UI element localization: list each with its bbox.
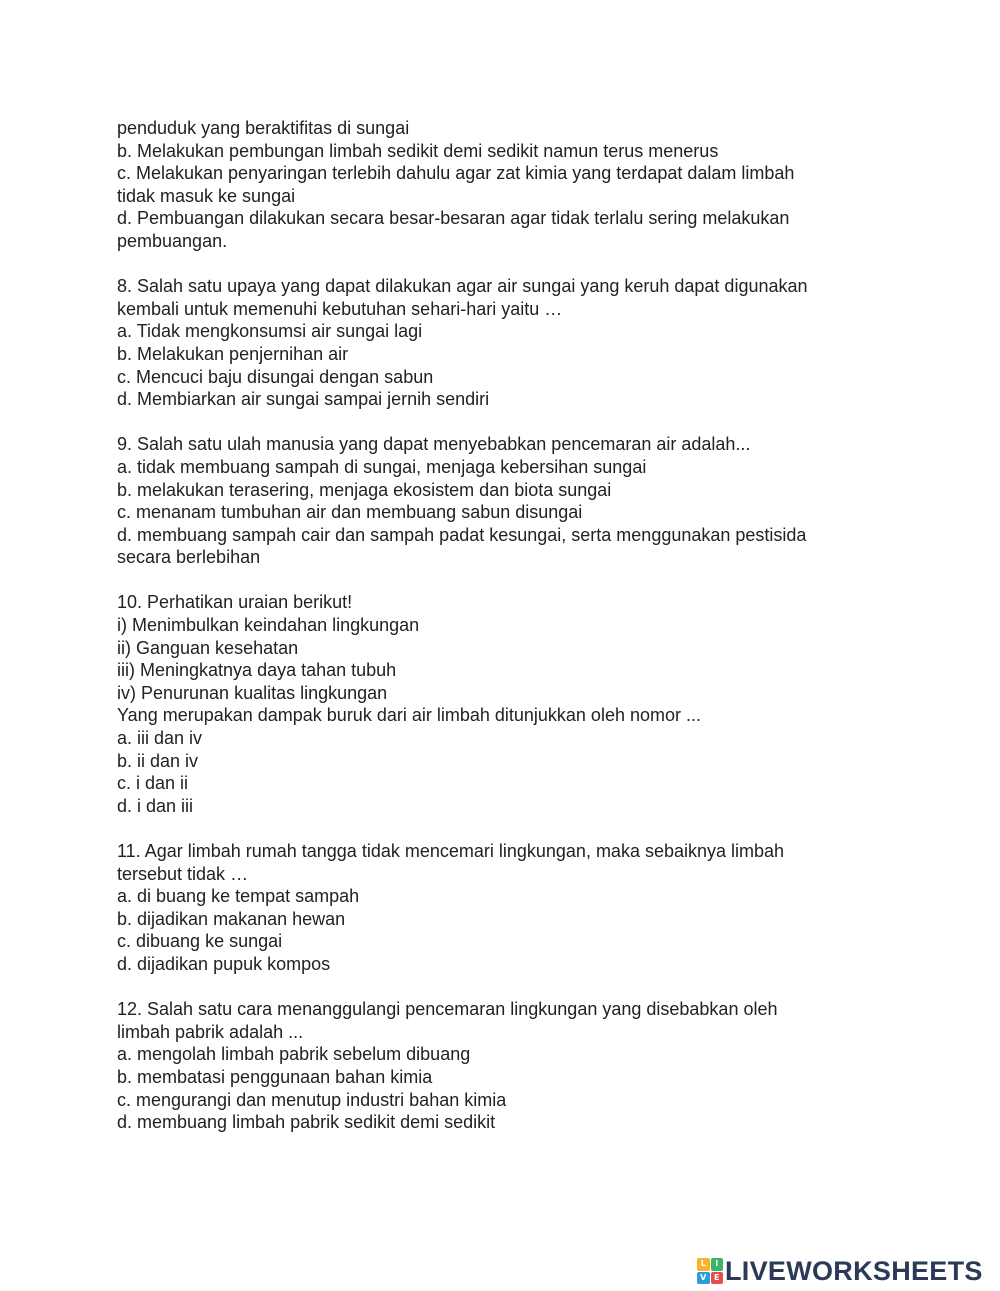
logo-letter-v: V [697, 1272, 710, 1285]
option-b: b. membatasi penggunaan bahan kimia [117, 1066, 433, 1087]
option-a: a. Tidak mengkonsumsi air sungai lagi [117, 321, 423, 342]
question-10 [117, 591, 917, 817]
logo-letter-l: L [697, 1258, 710, 1271]
question-9 [117, 433, 917, 569]
option-c: c. menanam tumbuhan air dan membuang sabun disungai [117, 502, 583, 523]
option-a: a. tidak membuang sampah di sungai, menjaga kebersihan sungai [117, 456, 647, 477]
option-d: d. Membiarkan air sungai sampai jernih sendiri [117, 389, 490, 410]
option-d: d. membuang sampah cair dan sampah padat kesungai, serta menggunakan pestisida [117, 524, 807, 545]
statement-iv: iv) Penurunan kualitas lingkungan [117, 682, 388, 703]
question-text-continued: tersebut tidak … [117, 863, 249, 884]
logo-letter-e: E [711, 1272, 724, 1285]
question-text: 10. Perhatikan uraian berikut! [117, 592, 353, 613]
question-11 [117, 840, 917, 976]
option-d: d. Pembuangan dilakukan secara besar-besaran agar tidak terlalu sering melakukan [117, 208, 790, 229]
question-text: 9. Salah satu ulah manusia yang dapat menyebabkan pencemaran air adalah... [117, 434, 751, 455]
statement-i: i) Menimbulkan keindahan lingkungan [117, 615, 420, 636]
option-b: b. melakukan terasering, menjaga ekosistem dan biota sungai [117, 479, 612, 500]
option-c: c. dibuang ke sungai [117, 931, 283, 952]
worksheet-page [117, 117, 917, 1134]
question-text: 11. Agar limbah rumah tangga tidak mencemari lingkungan, maka sebaiknya limbah [117, 841, 785, 861]
option-b: b. ii dan iv [117, 750, 199, 771]
question-prompt: Yang merupakan dampak buruk dari air limbah ditunjukkan oleh nomor ... [117, 705, 701, 726]
option-a: a. mengolah limbah pabrik sebelum dibuang [117, 1044, 471, 1065]
statement-ii: ii) Ganguan kesehatan [117, 637, 299, 658]
option-d: d. i dan iii [117, 795, 194, 816]
logo-text: LIVEWORKSHEETS [725, 1256, 983, 1286]
statement-iii: iii) Meningkatnya daya tahan tubuh [117, 660, 397, 681]
option-b: b. Melakukan penjernihan air [117, 343, 349, 364]
question-text: 8. Salah satu upaya yang dapat dilakukan agar air sungai yang keruh dapat digunakan [117, 276, 808, 297]
option-c: c. Melakukan penyaringan terlebih dahulu agar zat kimia yang terdapat dalam limbah [117, 163, 795, 184]
intro-block [117, 117, 917, 253]
intro-line: penduduk yang beraktifitas di sungai [117, 118, 410, 138]
question-12 [117, 998, 917, 1134]
option-c-continued: tidak masuk ke sungai [117, 185, 296, 206]
question-text-continued: limbah pabrik adalah ... [117, 1021, 304, 1042]
option-d: d. dijadikan pupuk kompos [117, 953, 331, 974]
option-a: a. di buang ke tempat sampah [117, 886, 360, 907]
option-d: d. membuang limbah pabrik sedikit demi sedikit [117, 1112, 496, 1133]
option-d-continued: pembuangan. [117, 230, 228, 251]
option-a: a. iii dan iv [117, 728, 203, 749]
logo-letter-i: I [711, 1258, 724, 1271]
liveworksheets-logo [697, 1258, 983, 1284]
option-c: c. Mencuci baju disungai dengan sabun [117, 366, 434, 387]
question-8 [117, 275, 917, 411]
question-text-continued: kembali untuk memenuhi kebutuhan sehari-hari yaitu … [117, 298, 563, 319]
question-text: 12. Salah satu cara menanggulangi pencemaran lingkungan yang disebabkan oleh [117, 999, 778, 1020]
option-c: c. i dan ii [117, 773, 189, 794]
option-d-continued: secara berlebihan [117, 547, 261, 568]
option-b: b. dijadikan makanan hewan [117, 908, 346, 929]
option-c: c. mengurangi dan menutup industri bahan kimia [117, 1089, 507, 1110]
option-b: b. Melakukan pembungan limbah sedikit demi sedikit namun terus menerus [117, 140, 719, 161]
liveworksheets-logo-icon [697, 1258, 723, 1284]
